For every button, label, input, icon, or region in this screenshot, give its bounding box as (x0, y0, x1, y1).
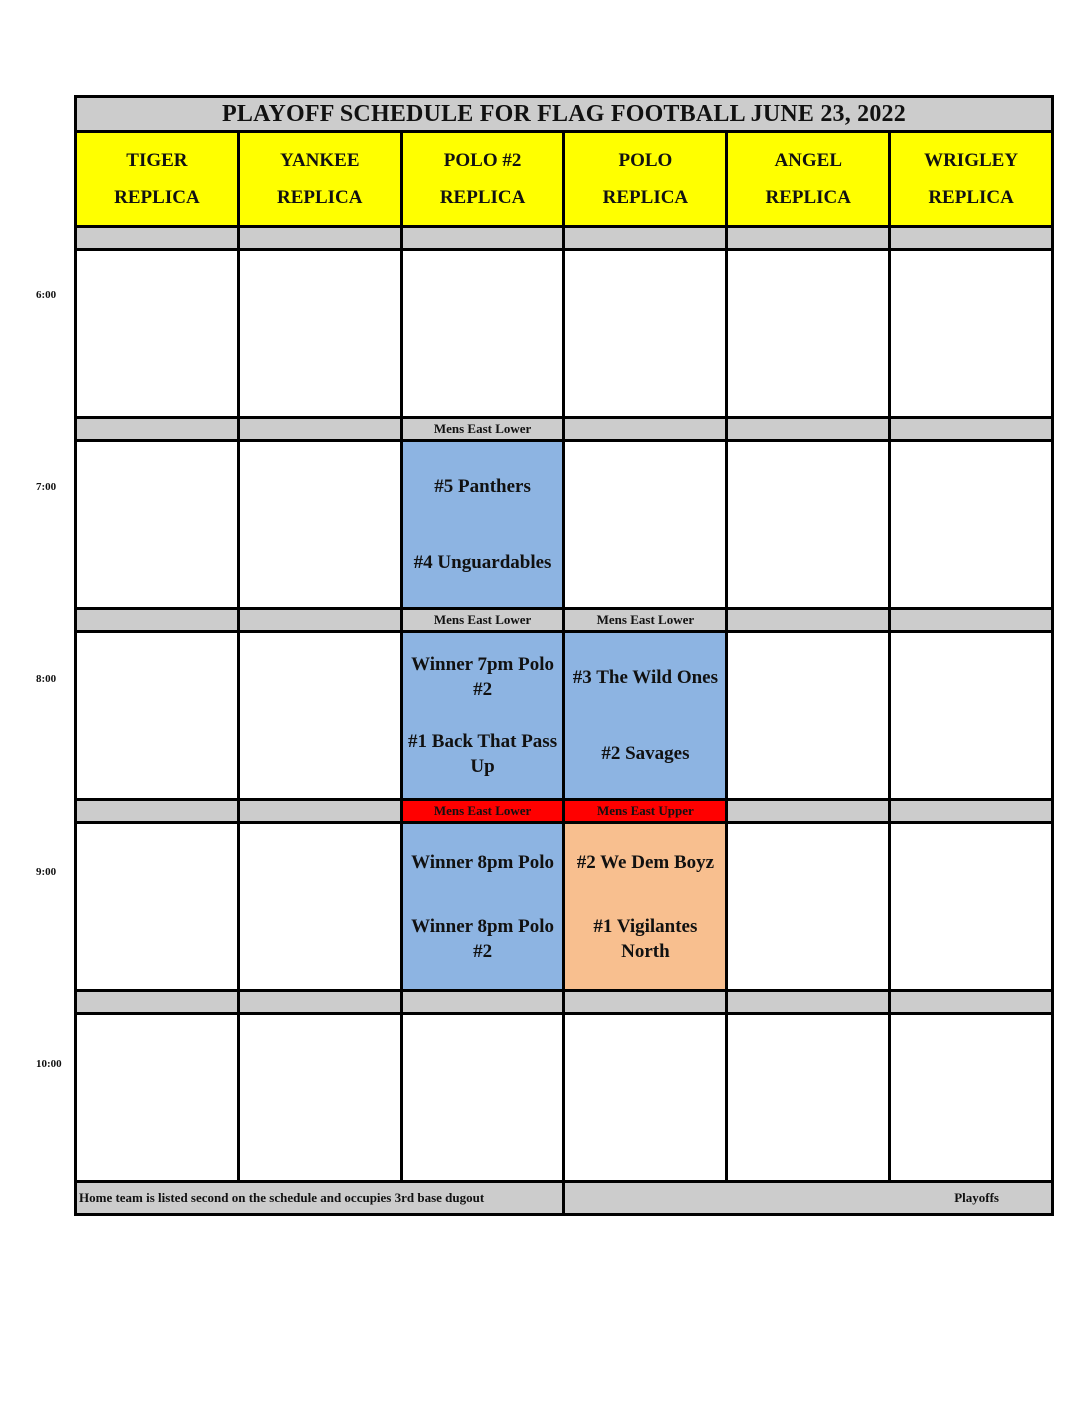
division-cell (890, 418, 1053, 441)
division-band-6pm (76, 227, 1053, 250)
division-label: Mens East Lower (401, 609, 564, 632)
empty-slot (890, 441, 1053, 609)
slot-row-8pm (76, 632, 1053, 800)
empty-slot (401, 1014, 564, 1182)
away-team: #3 The Wild Ones (572, 666, 718, 688)
slot-row-9pm (76, 823, 1053, 991)
division-cell (76, 227, 239, 250)
slot-row-7pm (76, 441, 1053, 609)
slot-row-10pm (76, 1014, 1053, 1182)
empty-slot (890, 823, 1053, 991)
home-team: Winner 8pm Polo #2 (411, 915, 554, 962)
division-cell (238, 991, 401, 1014)
home-team: #2 Savages (601, 743, 690, 765)
game-slot-7pm-polo-2 (401, 441, 564, 609)
empty-slot (727, 441, 890, 609)
division-cell (727, 418, 890, 441)
empty-slot (76, 250, 239, 418)
home-team: #1 Back That Pass Up (408, 730, 558, 777)
division-cell (890, 227, 1053, 250)
division-cell (401, 991, 564, 1014)
field-header-tiger (76, 132, 239, 227)
field-name: ANGEL (774, 150, 843, 171)
time-label-9pm: 9:00 (36, 866, 57, 878)
away-team: #5 Panthers (434, 475, 531, 497)
away-team: Winner 8pm Polo (411, 851, 554, 873)
field-header-row (76, 132, 1053, 227)
division-cell (890, 609, 1053, 632)
division-label: Mens East Lower (564, 609, 727, 632)
playoffs-label: Playoffs (564, 1182, 1053, 1215)
division-cell (238, 609, 401, 632)
game-slot-8pm-polo-2 (401, 632, 564, 800)
schedule-sheet (74, 95, 1054, 1216)
empty-slot (564, 1014, 727, 1182)
empty-slot (890, 1014, 1053, 1182)
division-cell (76, 991, 239, 1014)
division-cell (564, 227, 727, 250)
empty-slot (890, 250, 1053, 418)
division-label: Mens East Lower (401, 800, 564, 823)
empty-slot (76, 823, 239, 991)
time-label-6pm: 6:00 (36, 289, 57, 301)
home-team: #1 Vigilantes North (593, 915, 698, 962)
field-name: YANKEE (279, 150, 360, 171)
empty-slot (727, 250, 890, 418)
field-name: WRIGLEY (924, 150, 1019, 171)
away-team: #2 We Dem Boyz (576, 851, 715, 873)
empty-slot (890, 632, 1053, 800)
division-cell (238, 227, 401, 250)
empty-slot (727, 823, 890, 991)
field-name: POLO #2 (443, 150, 522, 171)
division-cell (238, 418, 401, 441)
empty-slot (238, 632, 401, 800)
field-header-yankee (238, 132, 401, 227)
empty-slot (727, 1014, 890, 1182)
empty-slot (238, 823, 401, 991)
field-header-polo (564, 132, 727, 227)
division-cell (890, 991, 1053, 1014)
division-cell (76, 418, 239, 441)
empty-slot (76, 1014, 239, 1182)
away-team: Winner 7pm Polo #2 (411, 654, 554, 701)
time-label-8pm: 8:00 (36, 673, 57, 685)
empty-slot (76, 441, 239, 609)
division-cell (401, 227, 564, 250)
empty-slot (401, 250, 564, 418)
empty-slot (727, 632, 890, 800)
empty-slot (76, 632, 239, 800)
empty-slot (238, 441, 401, 609)
empty-slot (564, 441, 727, 609)
division-cell (564, 418, 727, 441)
footer-row (76, 1182, 1053, 1215)
division-cell (727, 991, 890, 1014)
division-cell (727, 227, 890, 250)
empty-slot (238, 1014, 401, 1182)
field-sub: REPLICA (765, 187, 851, 208)
empty-slot (564, 250, 727, 418)
schedule-title: PLAYOFF SCHEDULE FOR FLAG FOOTBALL JUNE 23, 2022 (76, 97, 1053, 132)
empty-slot (238, 250, 401, 418)
field-sub: REPLICA (928, 187, 1014, 208)
division-cell (890, 800, 1053, 823)
division-cell (564, 991, 727, 1014)
field-name: POLO (618, 150, 673, 171)
division-cell (76, 800, 239, 823)
game-slot-8pm-polo (564, 632, 727, 800)
field-name: TIGER (126, 150, 188, 171)
field-sub: REPLICA (439, 187, 526, 208)
division-band-8pm (76, 609, 1053, 632)
field-sub: REPLICA (276, 187, 363, 208)
division-band-9pm (76, 800, 1053, 823)
division-cell (727, 609, 890, 632)
division-cell (76, 609, 239, 632)
division-cell (238, 800, 401, 823)
home-team-note: Home team is listed second on the schedule and occupies 3rd base dugout (76, 1182, 564, 1215)
schedule-table (74, 95, 1054, 1216)
field-header-polo-2 (401, 132, 564, 227)
field-sub: REPLICA (602, 187, 689, 208)
slot-row-6pm (76, 250, 1053, 418)
division-band-7pm (76, 418, 1053, 441)
division-cell (727, 800, 890, 823)
field-header-angel (727, 132, 890, 227)
division-band-10pm (76, 991, 1053, 1014)
game-slot-9pm-polo (564, 823, 727, 991)
field-sub: REPLICA (114, 187, 200, 208)
division-label: Mens East Upper (564, 800, 727, 823)
time-label-7pm: 7:00 (36, 481, 57, 493)
field-header-wrigley (890, 132, 1053, 227)
division-label: Mens East Lower (401, 418, 564, 441)
home-team: #4 Unguardables (413, 552, 552, 574)
time-label-10pm: 10:00 (36, 1058, 62, 1070)
game-slot-9pm-polo-2 (401, 823, 564, 991)
